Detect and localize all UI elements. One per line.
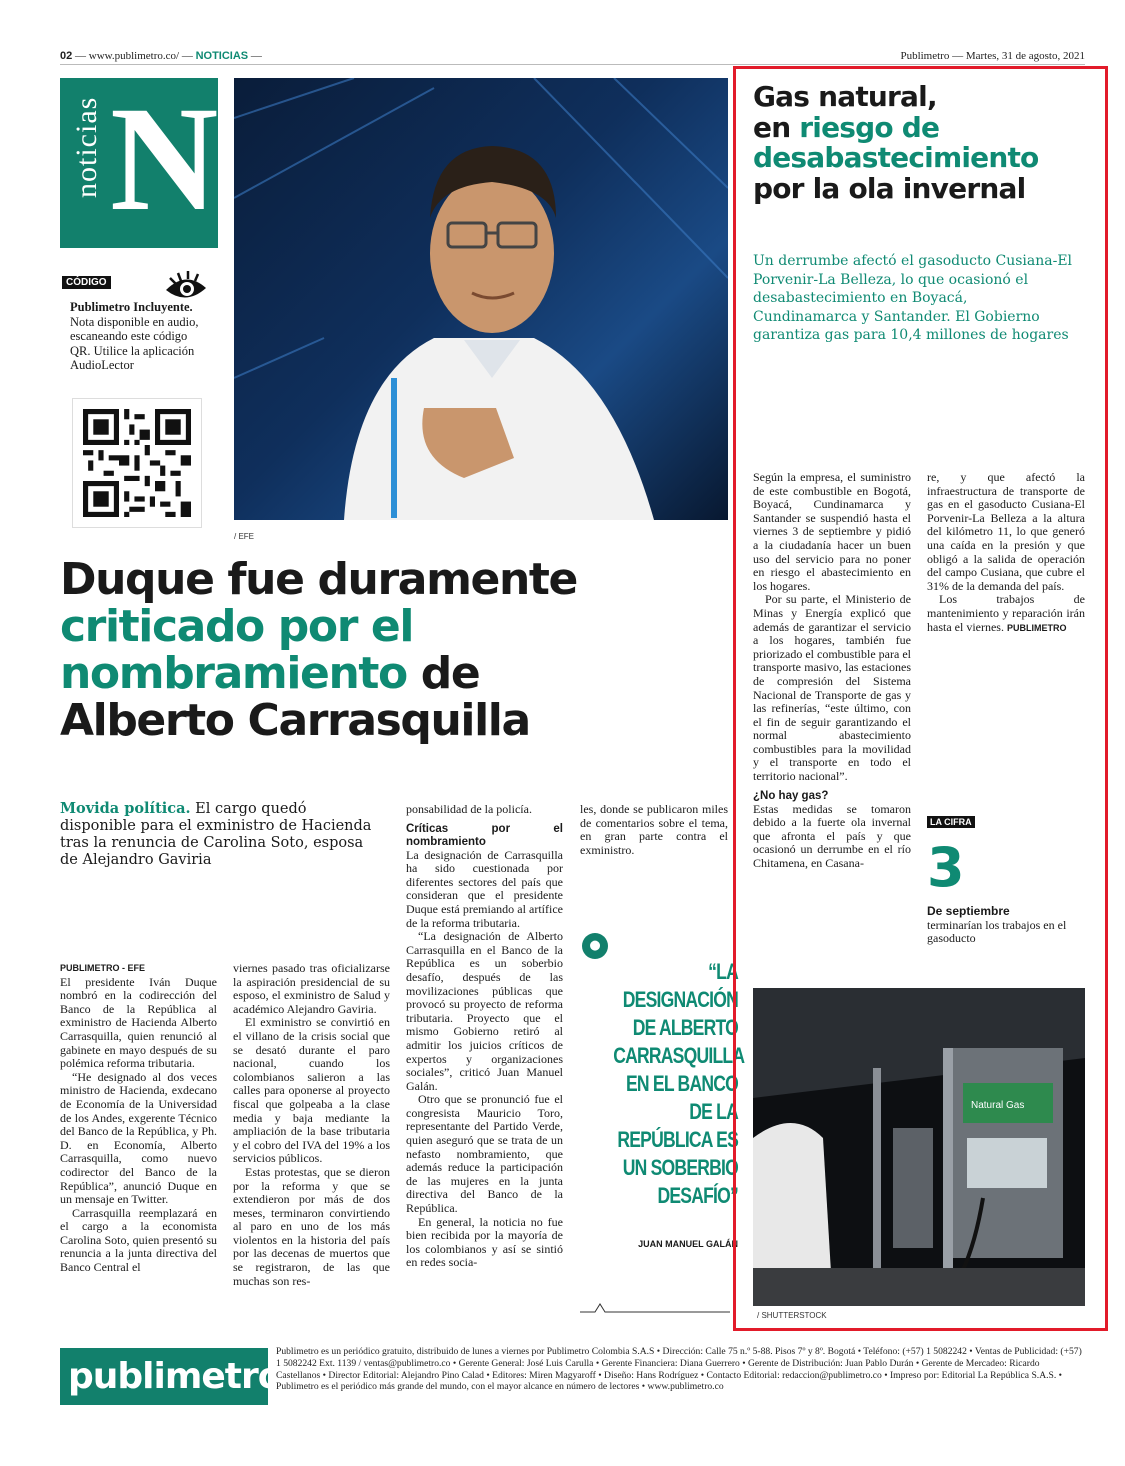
gas-photo-credit: / SHUTTERSTOCK [757, 1311, 827, 1320]
article-col-2: viernes pasado tras oficializarse la aspiración presidencial de su esposo, el exministro de Salud y académico Alejandro Gaviria. El exministro se convirtió en el villano de la crisis social que se desató durante el paro nacional, cuando los colombianos salieron a las calles para oponerse al proyecto fiscal que golpeaba a la clase media y baja mediante la ampliación de la base tributaria y el cobro del IVA del 19% a los servicios públicos. Estas protestas, que se dieron por la reforma y que se extendieron por más de dos meses, terminaron convirtiendo al paro en uno de los más violentos en la historia del país por las decenas de muertos que se registraron, de las que muchas son res- [233, 961, 390, 1288]
codigo-badge: CÓDIGO [62, 276, 111, 289]
article-col-1: PUBLIMETRO - EFE El presidente Iván Duque nombró en la codirección del Banco de la República al exministro de Hacienda Alberto Carrasquilla, quien renunció al gabinete en mayo después de su polémica reforma tributaria. “He designado al dos veces ministro de Hacienda, exdecano de Economía de la Universidad de los Andes, exgerente Técnico del Banco de la República, y Ph. D. en Economía, Alberto Carrasquilla, como nuevo codirector del Banco de la República”, anunció Duque en un mensaje en Twitter. Carrasquilla reemplazará en el cargo a la economista Carolina Soto, quien presentó su renuncia a la junta directiva del Banco Central el [60, 963, 217, 1275]
quote-divider [580, 1300, 730, 1320]
gas-dek: Un derrumbe afectó el gasoducto Cusiana-El Porvenir-La Belleza, lo que ocasionó el desabastecimiento en Boyacá, Cundinamarca y Santander. El Gobierno garantiza gas para 10,4 millones de hogares [753, 253, 1073, 343]
gas-station-photo [753, 988, 1085, 1306]
qr-code[interactable] [72, 398, 202, 528]
speaker-illustration [234, 78, 728, 520]
header-rule [60, 64, 1085, 65]
main-headline: Duque fue duramente criticado por el nombramiento de Alberto Carrasquilla [60, 554, 577, 746]
photo-credit: / EFE [234, 532, 255, 541]
gas-station-illustration [753, 988, 1085, 1306]
pull-quote: “LA DESIGNACIÓN DE ALBERTO CARRASQUILLA EN EL BANCO DE LA REPÚBLICA ES UN SOBERBIO DESAFÍO” [613, 959, 745, 1208]
publimetro-logo[interactable]: publimetro [60, 1348, 268, 1405]
pull-quote-author: JUAN MANUEL GALÁN [638, 1239, 738, 1249]
footer-imprint: Publimetro es un periódico gratuito, distribuido de lunes a viernes por Publimetro Colombia S.A.S • Dirección: Calle 75 n.º 5-88. Pisos 7º y 8º. Bogotá • Teléfono: (+57) 1 5082242 • Ventas de Publicidad: (+57) 1 5082242 Ext. 1139 / ventas@publimetro.co • Gerente General: José Luis Carulla • Gerente Financiera: Diana Guerrero • Gerente de Distribución: Juan Pablo Durán • Gerente de Mercadeo: Ricardo Castellanos • Director Editorial: Alejandro Pino Calad • Editores: Miren Magyaroff • Diseño: Hans Rodríguez • Contacto Editorial: redaccion@publimetro.co • Impreso por: Editorial La República S.A.S. • Publimetro es el periódico más grande del mundo, con el mayor alcance en número de lectores • www.publimetro.co [276, 1346, 1082, 1393]
header-left: 02 — www.publimetro.co/ — NOTICIAS — [60, 50, 262, 62]
qr-pattern [83, 409, 191, 517]
header-date: Publimetro — Martes, 31 de agosto, 2021 [900, 50, 1085, 62]
section-word: noticias [70, 96, 103, 198]
pump-label: Natural Gas [971, 1100, 1025, 1111]
cifra-badge: LA CIFRA [927, 816, 975, 828]
speech-bubble-icon: ● [582, 933, 608, 959]
main-photo [234, 78, 728, 520]
article-col-3: ponsabilidad de la policía. Críticas por el nombramiento La designación de Carrasquilla ha sido cuestionada por diferentes sectores del país que consideran que el presidente Duque está premiando al artífice de la reforma tributaria. “La designación de Alberto Carrasquilla en el Banco de la República es un soberbio desafío, después de las movilizaciones públicas que provocó su proyecto de reforma tributaria. Proyecto que el mismo Gobierno retiró al admitir los juicios críticos de expertos y organizaciones sociales”, criticó Juan Manuel Galán. Otro que se pronunció fue el congresista Mauricio Toro, representante del Partido Verde, quien aseguró que se trata de un nefasto nombramiento, que además reduce la participación de las mujeres en la junta directiva del Banco de la República. En general, la noticia no fue bien recibida por la mayoría de los colombianos y así se sintió en redes socia- [406, 802, 563, 1270]
cifra-number: 3 [927, 836, 965, 899]
gas-subhead: ¿No hay gas? [753, 789, 829, 802]
site-link[interactable]: www.publimetro.co/ [88, 50, 180, 62]
section-block [60, 78, 218, 248]
main-dek: Movida política. El cargo quedó disponible para el exministro de Hacienda tras la renuncia de Carolina Soto, esposa de Alejandro Gaviria [60, 800, 372, 868]
gas-col-1: Según la empresa, el suministro de este combustible en Bogotá, Boyacá, Cundinamarca y Santander se suspendió hasta el viernes 3 de septiembre y pidió a la ciudadanía hacer un buen uso del servicio para no poner en riesgo el abastecimiento en los hogares. Por su parte, el Ministerio de Minas y Energía explicó que además de garantizar el servicio a los hogares, también fue priorizado el combustible para el transporte masivo, las estaciones de compresión del Sistema Nacional de Transporte de gas y las refinerías, “este último, con el fin de seguir garantizando el normal abastecimiento combustibles para la movilidad y el transporte en todo el territorio nacional”. ¿No hay gas? Estas medidas se tomaron debido a la fuerte ola invernal que afronta el país y que ocasionó un derrumbe en el río Chitamena, en Casana- [753, 470, 911, 871]
article-col-4: les, donde se publicaron miles de comentarios sobre el tema, en gran parte contra el exministro. [580, 802, 728, 857]
gas-col-2: re, y que afectó la infraestructura de transporte de gas en el gasoducto Cusiana-El Porvenir-La Belleza a la altura del kilómetro 11, lo que generó una caída en la presión y que obligó a la salida de operación del campo Cusiana, que cubre el 31% de la demanda del país. Los trabajos de mantenimiento y reparación irán hasta el viernes. PUBLIMETRO [927, 470, 1085, 634]
subhead: Críticas por el nombramiento [406, 822, 563, 848]
section-letter: N [110, 76, 219, 242]
gas-headline: Gas natural, en riesgo de desabastecimiento por la ola invernal [753, 80, 1039, 205]
cifra-text: De septiembre terminarían los trabajos en el gasoducto [927, 904, 1067, 945]
codigo-text: Publimetro Incluyente. Nota disponible en audio, escaneando este código QR. Utilice la aplicación AudioLector [70, 300, 199, 372]
